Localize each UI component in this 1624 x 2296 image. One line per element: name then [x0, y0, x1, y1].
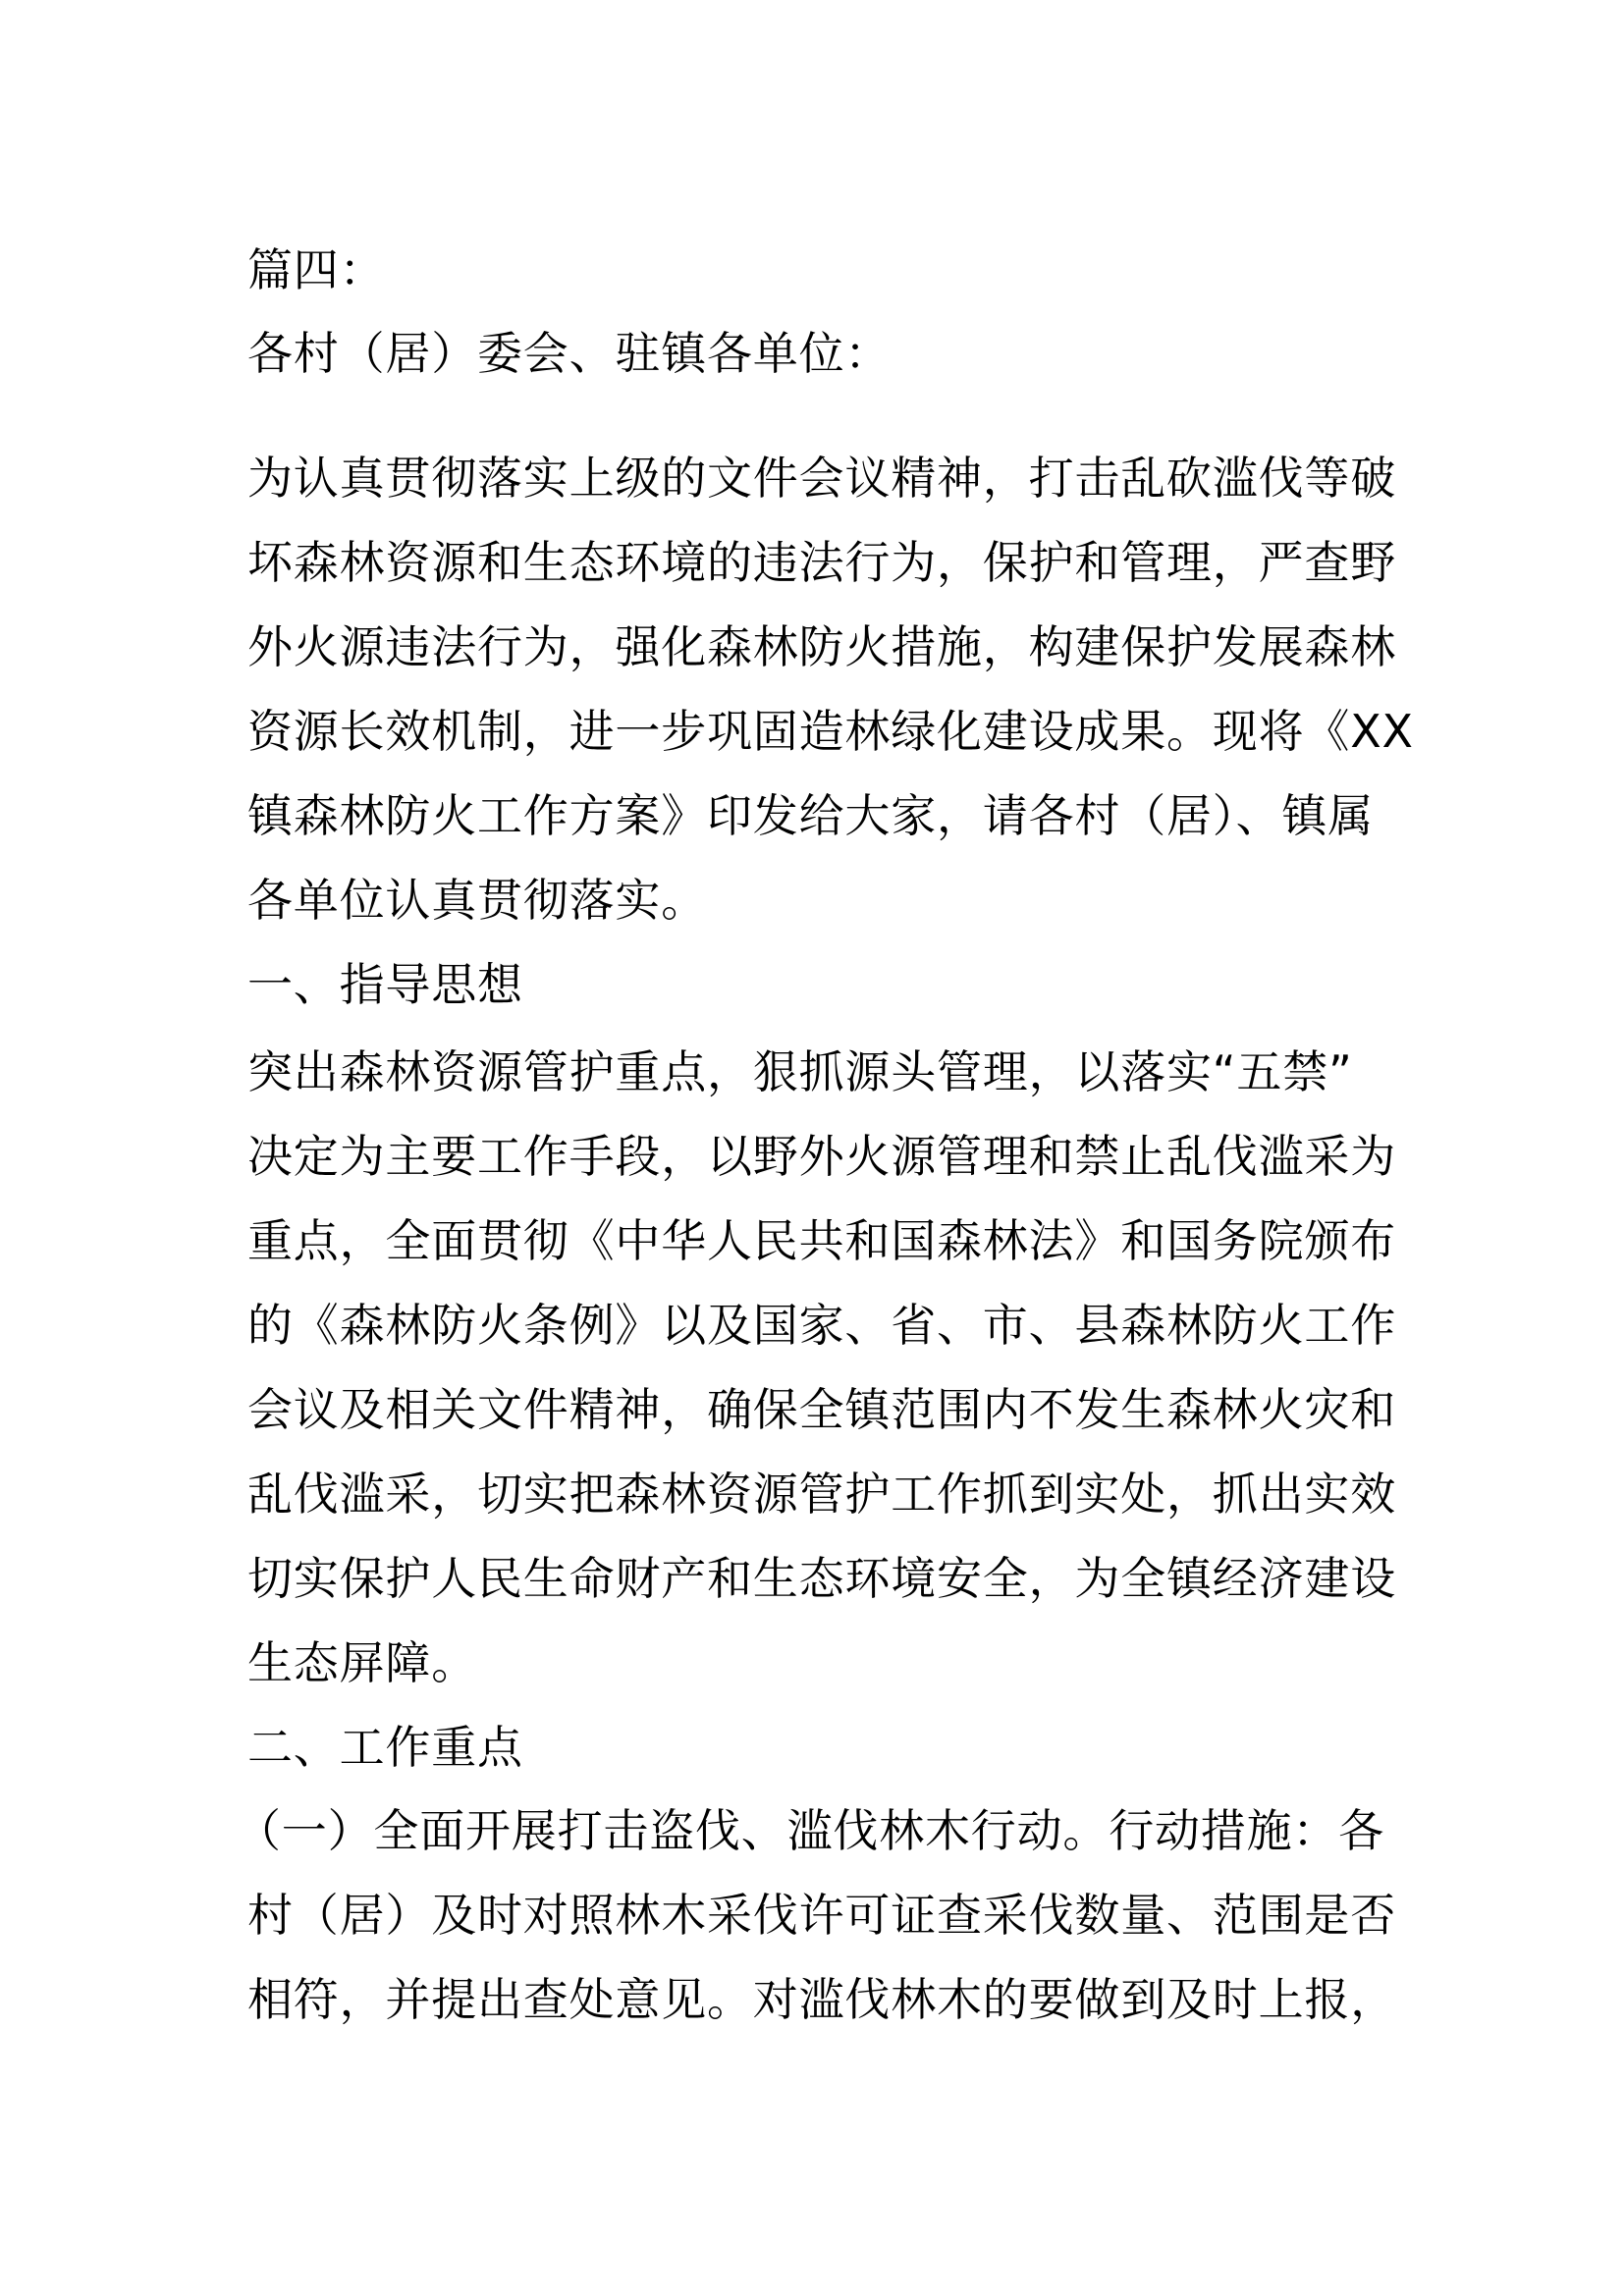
paragraph-line: 切实保护人民生命财产和生态环境安全，为全镇经济建设 [247, 1552, 1396, 1605]
section-title: 篇四： [247, 243, 386, 296]
paragraph-line: 重点，全面贯彻《中华人民共和国森林法》和国务院颁布 [247, 1214, 1396, 1267]
paragraph-line: 乱伐滥采，切实把森林资源管护工作抓到实处，抓出实效 [247, 1468, 1396, 1521]
paragraph-line: 外火源违法行为，强化森林防火措施，构建保护发展森林 [247, 620, 1396, 673]
paragraph-line: 资源长效机制，进一步巩固造林绿化建设成果。现将《XX [247, 705, 1414, 758]
paragraph-line: 各单位认真贯彻落实。 [247, 874, 707, 927]
paragraph-line: 相符，并提出查处意见。对滥伐林木的要做到及时上报， [247, 1973, 1396, 2026]
paragraph-line: 生态屏障。 [247, 1636, 477, 1689]
heading-work-focus: 二、工作重点 [247, 1721, 523, 1774]
heading-guiding-ideology: 一、指导思想 [247, 958, 523, 1011]
paragraph-line: 会议及相关文件精神，确保全镇范围内不发生森林火灾和 [247, 1383, 1396, 1436]
salutation: 各村（居）委会、驻镇各单位： [247, 327, 892, 380]
paragraph-line: 坏森林资源和生态环境的违法行为，保护和管理，严查野 [247, 536, 1396, 589]
paragraph-line: 村（居）及时对照林木采伐许可证查采伐数量、范围是否 [247, 1889, 1396, 1942]
paragraph-line: 决定为主要工作手段，以野外火源管理和禁止乱伐滥采为 [247, 1130, 1396, 1183]
paragraph-line: 为认真贯彻落实上级的文件会议精神，打击乱砍滥伐等破 [247, 452, 1396, 505]
paragraph-line: 突出森林资源管护重点，狠抓源头管理，以落实“五禁” [247, 1045, 1353, 1098]
paragraph-line: 镇森林防火工作方案》印发给大家，请各村（居）、镇属 [247, 789, 1374, 842]
paragraph-line: （一）全面开展打击盗伐、滥伐林木行动。行动措施：各 [236, 1804, 1384, 1857]
paragraph-line: 的《森林防火条例》以及国家、省、市、县森林防火工作 [247, 1299, 1396, 1352]
